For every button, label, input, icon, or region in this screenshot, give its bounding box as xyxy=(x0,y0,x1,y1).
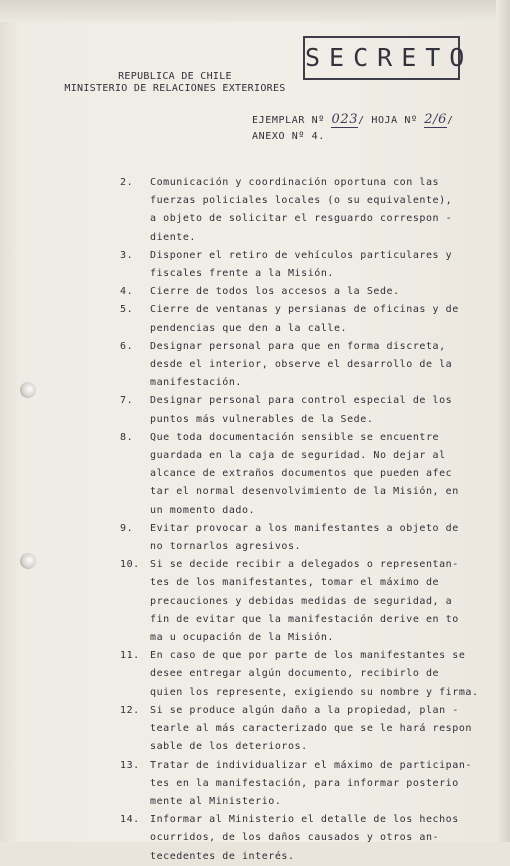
copy-number: 023 xyxy=(331,112,359,127)
item-line: En caso de que por parte de los manifestantes se xyxy=(150,650,466,662)
item-line: Disponer el retiro de vehículos particulares y xyxy=(150,249,453,261)
item-line: manifestación. xyxy=(150,377,242,389)
item-line: diente. xyxy=(150,231,196,243)
list-item xyxy=(120,556,459,647)
ministry-header xyxy=(60,71,290,95)
item-number: 14. xyxy=(120,814,140,826)
item-line: ocurridos, de los daños causados y otros an- xyxy=(150,832,440,844)
scan-edge-right xyxy=(496,0,510,842)
item-line: Informar al Ministerio el detalle de los hechos xyxy=(150,814,459,826)
item-text xyxy=(150,556,459,647)
item-line: Evitar provocar a los manifestantes a objeto de xyxy=(150,522,459,534)
item-number: 8. xyxy=(120,431,134,443)
item-text xyxy=(150,283,400,301)
copy-label: EJEMPLAR Nº xyxy=(252,115,325,126)
scan-edge-top xyxy=(0,0,510,22)
item-text xyxy=(150,338,452,393)
item-line: Tratar de individualizar el máximo de participan- xyxy=(150,759,472,771)
item-line: precauciones y debidas medidas de seguridad, a xyxy=(150,595,453,607)
list-item xyxy=(120,174,453,247)
item-line: tes en la manifestación, para informar posterio xyxy=(150,777,459,789)
item-text xyxy=(150,392,452,428)
item-line: Que toda documentación sensible se encuentre xyxy=(150,431,440,443)
item-text xyxy=(150,520,459,556)
item-line: desee entregar algún documento, recibirlo de xyxy=(150,668,440,680)
list-item xyxy=(120,757,472,812)
item-line: pendencias que den a la calle. xyxy=(150,322,348,334)
item-line: fin de evitar que la manifestación derive en to xyxy=(150,613,459,625)
list-item xyxy=(120,429,459,520)
item-number: 7. xyxy=(120,395,134,407)
item-number: 10. xyxy=(120,559,140,571)
item-line: tes de los manifestantes, tomar el máximo de xyxy=(150,577,440,589)
item-text xyxy=(150,811,459,866)
list-item xyxy=(120,301,459,337)
sheet-number: 2/6 xyxy=(424,112,448,127)
item-line: un momento dado. xyxy=(150,504,256,516)
item-number: 2. xyxy=(120,177,134,188)
secret-stamp: SECRETO xyxy=(303,36,460,80)
punch-hole-icon xyxy=(20,382,36,398)
annex-label: ANEXO Nº 4. xyxy=(252,131,325,142)
list-item xyxy=(120,338,453,393)
item-line: alcance de extraños documentos que pueden afec xyxy=(150,468,453,480)
sheet-label: / HOJA Nº xyxy=(358,115,418,126)
item-line: Cierre de ventanas y persianas de oficinas y de xyxy=(150,304,459,316)
item-number: 4. xyxy=(120,286,134,298)
item-text xyxy=(150,174,452,247)
instruction-list xyxy=(120,174,479,866)
list-item xyxy=(120,283,440,301)
item-line: no tornarlos agresivos. xyxy=(150,541,302,553)
list-item xyxy=(120,647,479,702)
item-line: fiscales frente a la Misión. xyxy=(150,268,334,280)
list-item xyxy=(120,247,453,283)
punch-hole-icon xyxy=(20,553,36,569)
item-line: fuerzas policiales locales (o su equivalente), xyxy=(150,195,453,207)
item-number: 12. xyxy=(120,704,140,716)
item-number: 11. xyxy=(120,650,140,662)
item-text xyxy=(150,647,479,702)
item-text xyxy=(150,429,459,520)
item-line: puntos más vulnerables de la Sede. xyxy=(150,413,374,425)
reference-end: / xyxy=(447,115,454,126)
republic-line: REPUBLICA DE CHILE xyxy=(118,71,232,82)
item-line: Designar personal para que en forma discreta, xyxy=(150,340,446,352)
copy-reference xyxy=(252,112,454,127)
item-text xyxy=(150,702,472,757)
item-line: quien los represente, exigiendo su nombre y firma. xyxy=(150,686,479,698)
item-number: 9. xyxy=(120,522,134,534)
item-line: Si se produce algún daño a la propiedad, plan - xyxy=(150,704,459,716)
item-line: mente al Ministerio. xyxy=(150,795,282,807)
item-line: Cierre de todos los accesos a la Sede. xyxy=(150,286,400,298)
list-item xyxy=(120,392,453,428)
list-item xyxy=(120,702,472,757)
ministry-line: MINISTERIO DE RELACIONES EXTERIORES xyxy=(64,83,286,94)
item-text xyxy=(150,757,472,812)
item-line: Comunicación y coordinación oportuna con las xyxy=(150,177,440,188)
item-line: tearle al más caracterizado que se le hará respon xyxy=(150,723,472,735)
item-line: Si se decide recibir a delegados o representan- xyxy=(150,559,459,571)
item-line: a objeto de solicitar el resguardo correspon - xyxy=(150,213,453,225)
item-line: Designar personal para control especial de los xyxy=(150,395,453,407)
item-line: desde el interior, observe el desarrollo de la xyxy=(150,359,453,371)
item-number: 3. xyxy=(120,249,134,261)
list-item xyxy=(120,811,459,866)
item-line: guardada en la caja de seguridad. No dejar al xyxy=(150,450,446,462)
item-line: ma u ocupación de la Misión. xyxy=(150,632,334,644)
item-line: tar el normal desenvolvimiento de la Misión, en xyxy=(150,486,459,498)
item-text xyxy=(150,247,452,283)
item-text xyxy=(150,301,459,337)
item-line: tecedentes de interés. xyxy=(150,850,295,862)
item-number: 5. xyxy=(120,304,134,316)
item-line: sable de los deterioros. xyxy=(150,741,308,753)
item-number: 13. xyxy=(120,759,140,771)
list-item xyxy=(120,520,459,556)
item-number: 6. xyxy=(120,340,134,352)
